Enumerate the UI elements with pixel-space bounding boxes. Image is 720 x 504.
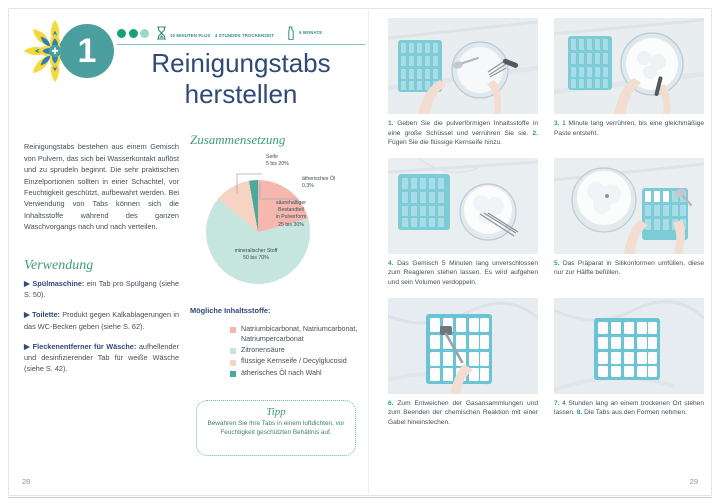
page-number-right: 29: [689, 477, 698, 486]
use-rest: Produkt gegen Kalkablagerungen in das WC-Becken geben (siehe S. 62).: [24, 310, 179, 331]
difficulty-dot: [129, 29, 138, 38]
step-photo-1: [388, 18, 538, 114]
step-text: Das Präparat in Silikonformen umfüllen, diese nur zur Hälfte befüllen.: [554, 259, 704, 277]
use-lead: [24, 279, 84, 288]
pie-label-name: ätherisches Öl: [302, 176, 336, 182]
pie-label-name-2: Bestandteil: [278, 207, 304, 214]
legend-label: Zitronensäure: [241, 346, 285, 355]
step-row: [388, 298, 704, 428]
pie-label-value: 50 bis 70%: [243, 255, 269, 262]
step-cell: [388, 298, 538, 428]
pie-label-mineral: [210, 248, 302, 262]
step-number: 3.: [554, 120, 560, 127]
legend-label: ätherisches Öl nach Wahl: [241, 368, 322, 377]
tip-heading: Tipp: [266, 406, 286, 418]
page-number-left: 28: [22, 477, 31, 486]
bullet-arrow-icon: ▶: [24, 310, 30, 320]
step-text: Zum Entweichen der Gasansammlungen und zum Beenden der chemischen Reaktion mit einer Gabel hineinstechen.: [388, 399, 538, 426]
difficulty-dot: [140, 29, 149, 38]
list-item: [230, 325, 402, 345]
ingredients-legend: [190, 325, 402, 380]
legend-swatch: [230, 348, 236, 354]
shelf-life-text: 6 MONATE: [299, 30, 323, 36]
photo-illustration: [554, 298, 704, 394]
time-info: [156, 24, 274, 42]
use-rest: aufhellender und desinfizierender Tab für weiße Wäsche (siehe S. 42).: [24, 341, 179, 374]
pie-label-oel: [302, 176, 335, 190]
step-number: 7.: [554, 399, 560, 407]
shelf-life-info: [285, 26, 322, 40]
list-item: [230, 346, 402, 356]
time-text: [170, 24, 274, 42]
verwendung-list: [24, 278, 179, 383]
ingredients-heading: Mögliche Inhaltsstoffe:: [190, 306, 271, 315]
step-caption: [388, 119, 538, 148]
pie-label-value: 5 bis 20%: [266, 161, 289, 168]
list-item: [24, 278, 179, 301]
chart-title: Zusammensetzung: [190, 132, 286, 147]
step-photo-5: [388, 298, 538, 394]
step-number-2: 8.: [576, 409, 583, 417]
step-text: Das Gemisch 5 Minuten lang unverschlossen zum Reagieren stehen lassen. Es wird aufgehen und sein Volumen verdoppeln.: [388, 259, 538, 286]
step-number: 1.: [388, 120, 394, 127]
step-photo-6: [554, 298, 704, 394]
pie-label-value: 0,3%: [302, 183, 314, 190]
step-row: [388, 158, 704, 288]
pie-label-seife: [266, 154, 289, 168]
time-line-2: 4 STUNDEN TROCKENZEIT: [214, 33, 275, 38]
verwendung-heading: Verwendung: [24, 258, 94, 273]
step-caption: [554, 119, 704, 138]
pie-label-name-3: in Pulverform: [275, 214, 307, 221]
photo-illustration: [388, 18, 538, 114]
bullet-arrow-icon: ▶: [24, 279, 30, 288]
recipe-meta: [117, 22, 365, 44]
step-row: [388, 18, 704, 148]
step-photo-3: [388, 158, 538, 254]
photo-illustration: [554, 158, 704, 254]
use-lead: [24, 342, 136, 351]
pie-label-name: säurehaltiger: [276, 200, 306, 206]
step-cell: [554, 298, 704, 428]
step-photo-2: [554, 18, 704, 114]
step-cell: [388, 18, 538, 148]
photo-illustration: [554, 18, 704, 114]
photo-illustration: [388, 298, 538, 394]
pie-label-name: mineralischer Stoff: [234, 248, 278, 254]
step-photo-grid: [388, 18, 704, 437]
step-caption: [554, 259, 704, 278]
step-text-2: Fügen Sie die flüssige Kernseife hinzu.: [388, 139, 502, 147]
photo-illustration: [388, 158, 538, 254]
page-title: [117, 48, 365, 110]
pie-label-value: 25 bis 30%: [278, 221, 304, 228]
title-line-2: herstellen: [184, 79, 298, 109]
bottle-icon: [285, 26, 296, 40]
step-number: 5.: [554, 259, 560, 267]
list-item: [24, 341, 179, 375]
step-number-2: 2.: [532, 129, 538, 137]
composition-pie-chart: [190, 152, 362, 284]
step-number-badge: 1: [60, 24, 114, 78]
step-cell: [554, 18, 704, 148]
step-text: 4 Stunden lang an einem trockenen Ort stehen lassen.: [554, 399, 704, 417]
use-lead-text: Spülmaschine:: [32, 279, 85, 288]
use-lead-text: Toilette:: [32, 310, 60, 320]
step-caption: [388, 259, 538, 288]
intro-paragraph: Reinigungstabs bestehen aus einem Gemisch von Pulvern, das sich bei Wasserkontakt auflöst und zu sprudeln beginnt. Die sehr praktischen Einzelportionen sollten in einer Schachtel, vor Feuchtigkeit geschützt, aufbewahrt werden. Bei Verwendung von Tabs können sich die Inhaltsstoffe während des ganzen Waschvorgangs nach und nach verteilen.: [24, 142, 179, 232]
use-rest: ein Tab pro Spülgang (siehe S. 50).: [24, 279, 180, 300]
legend-label: flüssige Kernseife / Decylglucosid: [241, 357, 347, 366]
list-item: [230, 369, 402, 379]
list-item: [230, 357, 402, 367]
hourglass-icon: [156, 26, 167, 40]
tip-box: [196, 400, 356, 456]
bullet-arrow-icon: ▶: [24, 341, 31, 351]
step-caption: [388, 399, 538, 428]
use-lead: [24, 310, 60, 319]
step-text: Geben Sie die pulverförmigen Inhaltsstoffe in eine große Schüssel und verrühren Sie sie.: [388, 120, 538, 137]
pie-label-name: Seife: [266, 154, 278, 160]
header-divider: [117, 44, 365, 45]
footer-divider: [8, 497, 712, 498]
step-text: 1 Minute lang verrühren, bis eine gleichmäßige Paste entsteht.: [554, 120, 704, 137]
step-cell: [388, 158, 538, 288]
recipe-header: [14, 8, 364, 116]
legend-swatch: [230, 371, 236, 377]
legend-swatch: [230, 360, 236, 366]
step-number: 4.: [388, 259, 394, 267]
step-number: 6.: [388, 399, 394, 407]
legend-label: Natriumbicarbonat, Natriumcarbonat, Natriumpercarbonat: [241, 325, 358, 343]
difficulty-dot: [117, 29, 126, 38]
time-line-1: 10 MINUTEN PLUS: [170, 33, 211, 38]
difficulty-rating: [117, 29, 149, 38]
use-lead-text: Fleckenentferner für Wäsche:: [32, 341, 137, 351]
page-gutter: [368, 10, 369, 494]
step-text-2: Die Tabs aus den Formen nehmen.: [584, 409, 687, 417]
legend-swatch: [230, 327, 236, 333]
list-item: [24, 309, 179, 332]
step-cell: [554, 158, 704, 288]
pie-label-saeure: [264, 200, 318, 229]
title-line-1: Reinigungstabs: [151, 48, 331, 78]
step-photo-4: [554, 158, 704, 254]
tip-body: Bewahren Sie Ihre Tabs in einem luftdichten, vor Feuchtigkeit geschützten Behältnis auf.: [207, 420, 345, 436]
step-caption: [554, 399, 704, 418]
